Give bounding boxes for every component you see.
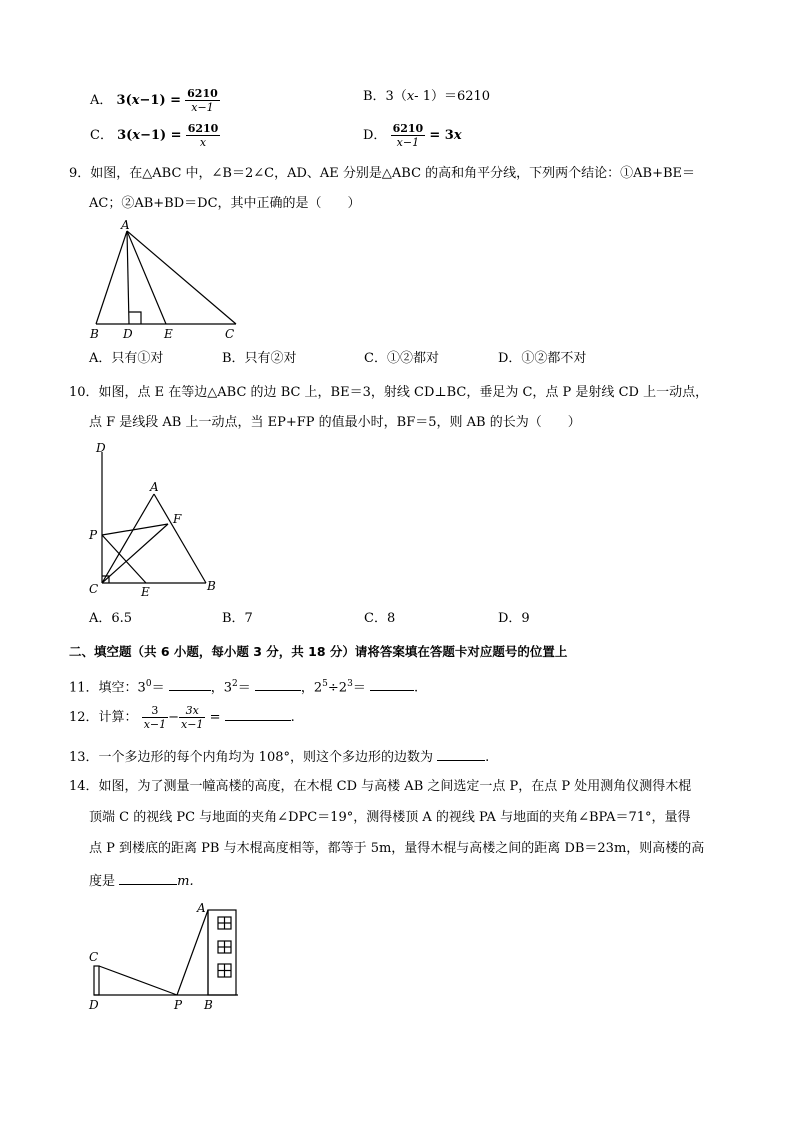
numerator: 6210 [187, 122, 219, 135]
q9-label-b: B [90, 327, 99, 341]
q10-label-a: A [150, 480, 159, 494]
numerator: 3x [179, 704, 205, 718]
q10-label-p: P [89, 528, 98, 542]
numerator: 6210 [187, 87, 218, 100]
option-label: A． [90, 93, 113, 108]
denominator: x−1 [143, 718, 167, 731]
q14-stem-line1: 14．如图，为了测量一幢高楼的高度，在木棍 CD 与高楼 AB 之间选定一点 P，在点 P 处用测角仪测得木棍 [69, 779, 692, 794]
text: 11．填空：3 [69, 680, 146, 696]
text: − [168, 710, 180, 725]
math-var: x [406, 89, 415, 104]
denominator: x [199, 136, 207, 149]
math-text: −1) = [140, 128, 182, 143]
q9-option-d[interactable]: D．①②都不对 [498, 351, 587, 366]
denominator: x−1 [396, 136, 420, 149]
exponent: 0 [145, 679, 152, 689]
q14-stem-line3: 点 P 到楼底的距离 PB 与木棍高度相等，都等于 5m，量得木棍与高楼之间的距离 DB＝23m，则高楼的高 [89, 841, 705, 856]
q10-option-d[interactable]: D．9 [498, 611, 530, 626]
q9-stem-line2: AC；②AB+BD＝DC，其中正确的是（ ） [89, 196, 361, 211]
q10-stem-line1: 10．如图，点 E 在等边△ABC 的边 BC 上，BE＝3，射线 CD⊥BC，垂足为 C，点 P 是射线 CD 上一动点， [69, 385, 709, 400]
q10-option-b[interactable]: B．7 [222, 611, 253, 626]
math-var: x [132, 128, 141, 143]
text: m. [177, 874, 194, 889]
math-var: x [453, 128, 462, 143]
numerator: 6210 [392, 122, 424, 135]
q14-label-p: P [174, 998, 183, 1012]
math-text: 3( [116, 93, 132, 108]
text: . [413, 680, 419, 696]
text: ＝ [237, 680, 251, 696]
text: ＝ [352, 680, 366, 696]
q9-option-a[interactable]: A．只有①对 [89, 351, 164, 366]
math-text: −1) = [139, 93, 182, 108]
text: ＝ [151, 680, 165, 696]
text: . [290, 710, 295, 725]
q10-option-a[interactable]: A．6.5 [89, 611, 133, 626]
numerator: 3 [142, 704, 168, 718]
q14-label-d: D [89, 998, 99, 1012]
denominator: x−1 [191, 101, 214, 114]
math-text: = 3 [429, 128, 454, 143]
q9-label-a: A [121, 218, 130, 232]
exponent: 5 [322, 679, 328, 689]
text: = [209, 710, 221, 725]
section-heading: 二、填空题（共 6 小题，每小题 3 分，共 18 分）请将答案填在答题卡对应题号的位置上 [69, 644, 568, 659]
q9-label-e: E [164, 327, 173, 341]
q10-option-c[interactable]: C．8 [364, 611, 396, 626]
option-text: B．3（ [363, 89, 407, 104]
q10-label-d: D [96, 441, 106, 455]
q9-label-d: D [123, 327, 133, 341]
q14-label-b: B [204, 998, 213, 1012]
text: . [485, 750, 490, 765]
q10-label-b: B [207, 579, 216, 593]
exponent: 3 [347, 679, 353, 689]
text: ，2 [300, 680, 323, 696]
math-text: 3( [117, 128, 133, 143]
option-label: D． [363, 128, 387, 143]
denominator: x−1 [181, 718, 204, 731]
q14-label-c: C [89, 950, 99, 964]
text: ÷2 [327, 680, 348, 696]
text: 12．计算： [69, 710, 138, 725]
exponent: 2 [232, 679, 238, 689]
option-label: C． [90, 128, 113, 143]
q9-option-b[interactable]: B．只有②对 [222, 351, 297, 366]
q10-label-c: C [89, 582, 99, 596]
q9-label-c: C [225, 327, 235, 341]
q10-stem-line2: 点 F 是线段 AB 上一动点，当 EP+FP 的值最小时，BF＝5，则 AB 的长为（ ） [89, 415, 581, 430]
q9-stem-line1: 9．如图，在△ABC 中，∠B＝2∠C，AD、AE 分别是△ABC 的高和角平分线，下列两个结论：①AB+BE＝ [69, 166, 696, 181]
text: 度是 [89, 874, 116, 889]
q9-option-c[interactable]: C．①②都对 [364, 351, 439, 366]
q14-stem-line2: 顶端 C 的视线 PC 与地面的夹角∠DPC＝19°，测得楼顶 A 的视线 PA 与地面的夹角∠BPA＝71°，量得 [89, 810, 691, 825]
text: 13．一个多边形的每个内角均为 108°，则这个多边形的边数为 [69, 750, 433, 765]
q10-label-e: E [141, 585, 150, 599]
text: ，3 [210, 680, 232, 696]
option-text: - 1）＝6210 [414, 89, 491, 104]
q14-label-a: A [197, 901, 206, 915]
math-var: x [131, 93, 140, 108]
q10-label-f: F [173, 512, 182, 526]
